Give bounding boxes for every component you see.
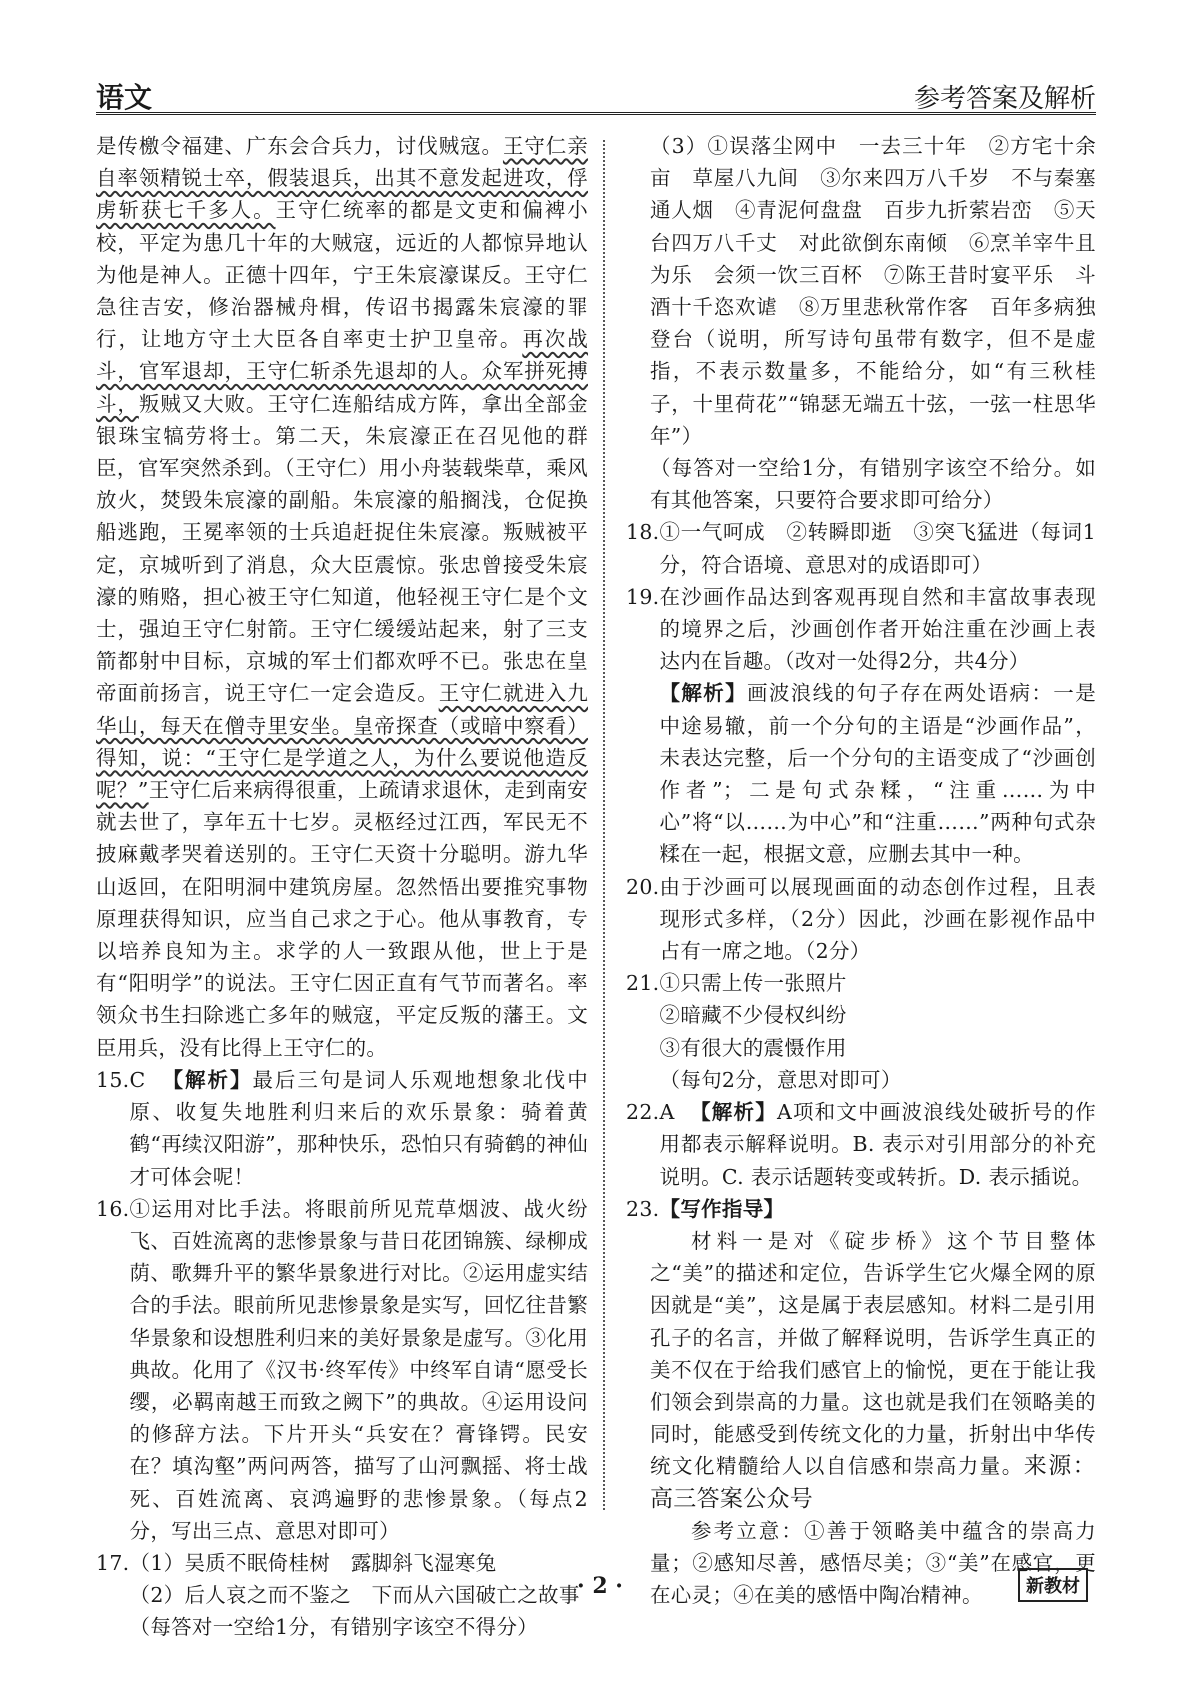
answer-22 <box>626 1096 1096 1193</box>
answer-note: （每答对一空给1分，有错别字该空不得分） <box>129 1615 539 1640</box>
header-title: 参考答案及解析 <box>913 84 1096 114</box>
question-number: 15. <box>96 1067 130 1092</box>
answer-line: （2）后人哀之而不鉴之 下而从六国破亡之故事 <box>129 1583 580 1608</box>
question-number: 23. <box>626 1196 660 1221</box>
underlined-segment: 王守仁就进入九华山，每天在僧寺里安坐。皇帝探查（或暗中察看）得知，说：“王守仁是学道之人，为什么要说他造反呢？” <box>96 681 588 803</box>
writing-guide-text <box>626 1225 1096 1515</box>
answer-text: A项和文中画波浪线处破折号的作用都表示解释说明。B. 表示对引用部分的补充说明。C. 表示话题转变或转折。D. 表示插说。 <box>659 1100 1096 1189</box>
answer-choice: C <box>129 1067 146 1092</box>
answer-text: 在沙画作品达到客观再现自然和丰富故事表现的境界之后，沙画创作者开始注重在沙画上表达内在旨趣。（改对一处得2分，共4分） <box>659 584 1096 674</box>
answer-23 <box>626 1193 1096 1225</box>
guide-body: 材料一是对《碇步桥》这个节目整体之“美”的描述和定位，告诉学生它火爆全网的原因就是“美”，这是属于表层感知。材料二是引用孔子的名言，并做了解释说明，告诉学生真正的美不仅在于给我们感官上的愉悦，更在于能让我们领会到崇高的力量。这也就是我们在领略美的同时，能感受到传统文化的力量，折射出中华传统文化精髓给人以自信感和崇高力量。 <box>650 1228 1096 1479</box>
edition-badge: 新教材 <box>1018 1568 1088 1602</box>
source-note: 来源：高三答案公众号 <box>650 1453 1096 1512</box>
text-segment: 是传檄令福建、广东会合兵力，讨伐贼寇。 <box>96 134 503 158</box>
answer-17-part3: （3）①误落尘网中 一去三十年 ②方宅十余亩 草屋八九间 ③尔来四万八千岁 不与秦塞通人烟 ④青泥何盘盘 百步九折萦岩峦 ⑤天台四万八千丈 对此欲倒东南倾 ⑥烹羊宰牛且为乐 会须一饮三百杯 ⑦陈王昔时宴平乐 斗酒十千恣欢谑 ⑧万里悲秋常作客 百年多病独登台（说明，所写诗句虽带有数字，但不是虚指，不表示数量多，不能给分，如“有三秋桂子，十里荷花”“锦瑟无端五十弦，一弦一柱思华年”） <box>650 134 1096 448</box>
answer-18 <box>626 516 1096 580</box>
text-segment: 叛贼又大败。王守仁连船结成方阵，拿出全部金银珠宝犒劳将士。第二天，朱宸濠正在召见他的群臣，官军突然杀到。（王守仁）用小舟装载柴草，乘风放火，焚毁朱宸濠的副船。朱宸濠的船搁浅，仓促换船逃跑，王冕率领的士兵追赶捉住朱宸濠。叛贼被平定，京城听到了消息，众大臣震惊。张忠曾接受朱宸濠的贿赂，担心被王守仁知道，他轻视王守仁是个文士，强迫王守仁射箭。王守仁缓缓站起来，射了三支箭都射中目标，京城的军士们都欢呼不已。张忠在皇帝面前扬言，说王守仁一定会造反。 <box>96 391 588 706</box>
answer-body <box>130 1064 588 1193</box>
answer-note: （每句2分，意思对即可） <box>659 1067 902 1092</box>
question-number: 16. <box>96 1196 130 1221</box>
question-number: 19. <box>626 584 660 609</box>
question-number: 18. <box>626 520 660 545</box>
question-number: 17. <box>96 1550 130 1575</box>
translation-paragraph <box>96 130 588 1064</box>
underlined-segment: 王守仁亲自率领精锐士卒，假装退兵，出其不意发起进攻，俘虏斩获七千多人。 <box>96 134 589 223</box>
column-divider <box>603 140 605 1510</box>
question-number: 20. <box>626 874 660 899</box>
analysis-text <box>660 677 1096 870</box>
subject-label: 语文 <box>96 81 153 114</box>
answer-16 <box>96 1193 588 1547</box>
reference-theme: 参考立意：①善于领略美中蕴含的崇高力量；②感知尽善，感悟尽美；③“美”在感官，更在心灵；④在美的感悟中陶冶精神。 <box>650 1518 1096 1608</box>
answer-body <box>660 967 1096 1096</box>
underlined-segment: 再次战斗，官军退却，王守仁斩杀先退却的人。众军拼死搏斗， <box>96 327 589 416</box>
page-number: · 2 · <box>577 1573 623 1599</box>
writing-guide-tag: 【写作指导】 <box>659 1196 785 1221</box>
analysis-tag: 【解析】 <box>659 681 748 706</box>
answer-21 <box>626 967 1096 1096</box>
question-number: 21. <box>626 971 660 996</box>
answer-text: 由于沙画可以展现画面的动态创作过程，且表现形式多样，（2分）因此，沙画在影视作品中占有一席之地。（2分） <box>659 874 1096 964</box>
text-segment: 王守仁后来病得很重，上疏请求退休，走到南安就去世了，享年五十七岁。灵柩经过江西，军民无不披麻戴孝哭着送别的。王守仁天资十分聪明。游九华山返回，在阳明洞中建筑房屋。忽然悟出要推究事物原理获得知识，应当自己求之于心。他从事教育，专以培养良知为主。求学的人一致跟从他，世上于是有“阳明学”的说法。王守仁因正直有气节而著名。率领众书生扫除逃亡多年的贼寇，平定反叛的藩王。文臣用兵，没有比得上王守仁的。 <box>96 778 588 1060</box>
answer-20 <box>626 871 1096 968</box>
answer-note: （每答对一空给1分，有错别字该空不给分。如有其他答案，只要符合要求即可给分） <box>650 456 1096 513</box>
answer-body <box>660 581 1096 871</box>
analysis-tag: 【解析】 <box>690 1100 777 1125</box>
analysis-tag: 【解析】 <box>162 1067 253 1092</box>
answer-text: ①一气呵成 ②转瞬即逝 ③突飞猛进（每词1分，符合语境、意思对的成语即可） <box>659 520 1096 577</box>
analysis-body: 画波浪线的句子存在两处语病：一是中途易辙，前一个分句的主语是“沙画作品”，未表达完整，后一个分句的主语变成了“沙画创作者”；二是句式杂糅，“注重……为中心”将“以……为中心”和“注重……”两种句式杂糅在一起，根据文意，应删去其中一种。 <box>659 681 1096 867</box>
question-number: 22. <box>626 1100 660 1125</box>
right-column <box>626 130 1096 1611</box>
answer-line: （1）吴质不眠倚桂树 露脚斜飞湿寒兔 <box>129 1550 497 1575</box>
left-column <box>96 130 588 1644</box>
text-segment: 王守仁统率的都是文吏和偏裨小校，平定为患几十年的大贼寇，远近的人都惊异地认为他是神人。正德十四年，宁王朱宸濠谋反。王守仁急往吉安，修治器械舟楫，传诏书揭露朱宸濠的罪行，让地方守土大臣各自率吏士护卫皇帝。 <box>96 198 589 352</box>
answer-text: ①运用对比手法。将眼前所见荒草烟波、战火纷飞、百姓流离的悲惨景象与昔日花团锦簇、绿柳成荫、歌舞升平的繁华景象进行对比。②运用虚实结合的手法。眼前所见悲惨景象是实写，回忆往昔繁华景象和设想胜利归来的美好景象是虚写。③化用典故。化用了《汉书·终军传》中终军自请“愿受长缨，必羁南越王而致之阙下”的典故。④运用设问的修辞方法。下片开头“兵安在？膏锋锷。民安在？填沟壑”两问两答，描写了山河飘摇、将士战死、百姓流离、哀鸿遍野的悲惨景象。（每点2分，写出三点、意思对即可） <box>129 1196 588 1543</box>
answer-line: ③有很大的震慑作用 <box>659 1035 847 1060</box>
answer-choice: A <box>659 1100 675 1125</box>
answer-15 <box>96 1064 588 1193</box>
answer-body <box>660 1096 1096 1193</box>
page-header <box>96 76 1096 115</box>
answer-line: ①只需上传一张照片 <box>659 971 847 996</box>
answer-text: 最后三句是词人乐观地想象北伐中原、收复失地胜利归来后的欢乐景象：骑着黄鹤“再续汉阳游”，那种快乐，恐怕只有骑鹤的神仙才可体会呢！ <box>129 1067 589 1189</box>
answer-19 <box>626 581 1096 871</box>
answer-line: ②暗藏不少侵权纠纷 <box>659 1003 847 1028</box>
